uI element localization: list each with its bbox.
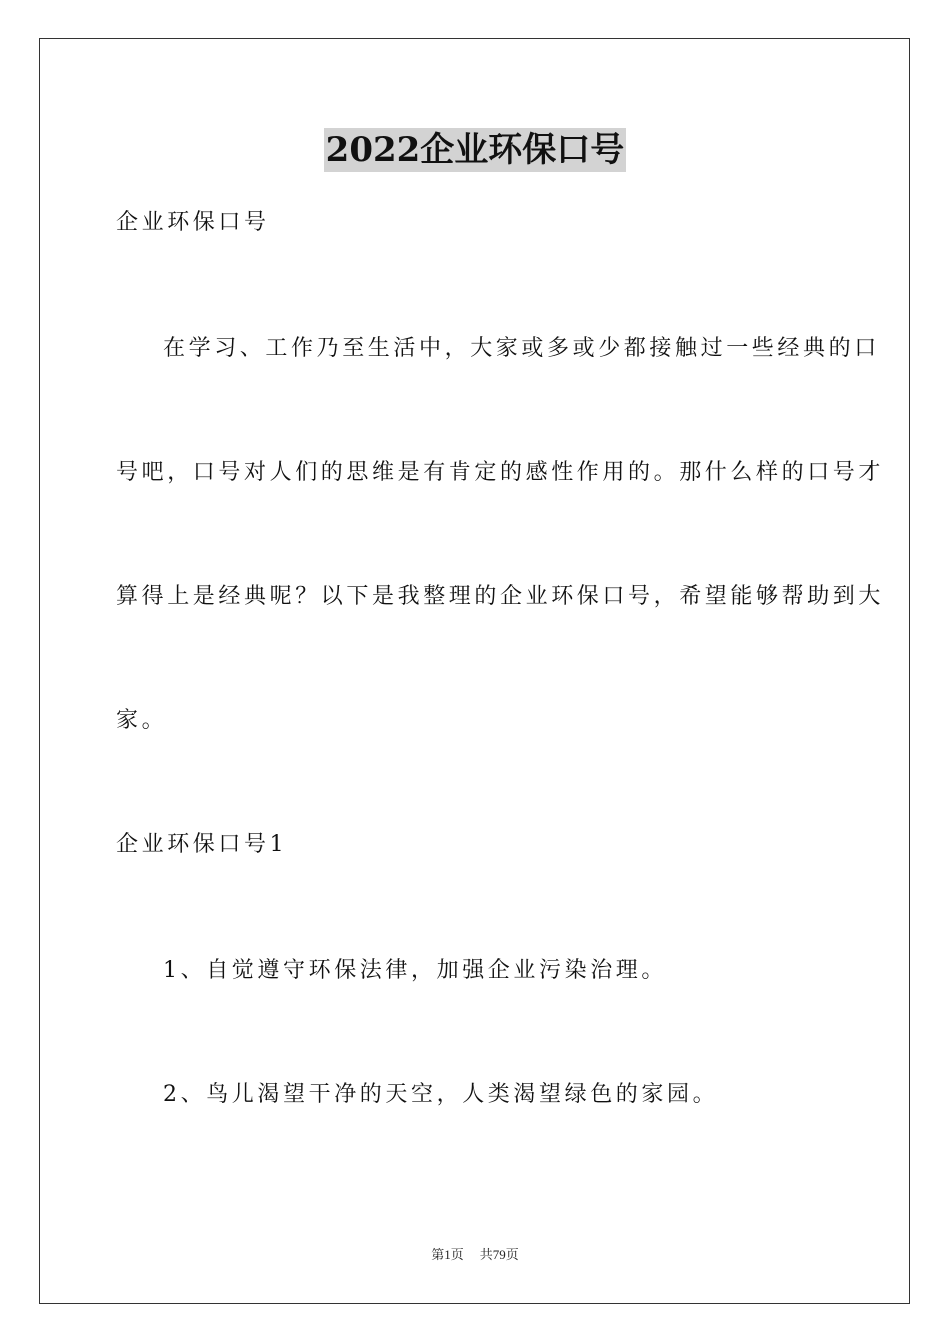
- page-number: 第1页: [431, 1247, 464, 1262]
- document-title-text: 2022企业环保口号: [325, 130, 625, 170]
- section-heading: 企业环保口号1: [116, 832, 288, 857]
- intro-line-3: 算得上是经典呢？以下是我整理的企业环保口号，希望能够帮助到大: [116, 584, 885, 609]
- page-total: 共79页: [479, 1247, 519, 1262]
- document-subtitle: 企业环保口号: [116, 210, 270, 235]
- document-title: [0, 128, 950, 172]
- intro-line-4: 家。: [116, 708, 168, 733]
- slogan-item-1: 1、自觉遵守环保法律，加强企业污染治理。: [163, 958, 667, 983]
- slogan-item-2: 2、鸟儿渴望干净的天空，人类渴望绿色的家园。: [163, 1082, 719, 1107]
- intro-line-2: 号吧，口号对人们的思维是有肯定的感性作用的。那什么样的口号才: [116, 460, 885, 485]
- page-footer: [0, 1246, 950, 1264]
- intro-line-1: 在学习、工作乃至生活中，大家或多或少都接触过一些经典的口: [163, 336, 880, 361]
